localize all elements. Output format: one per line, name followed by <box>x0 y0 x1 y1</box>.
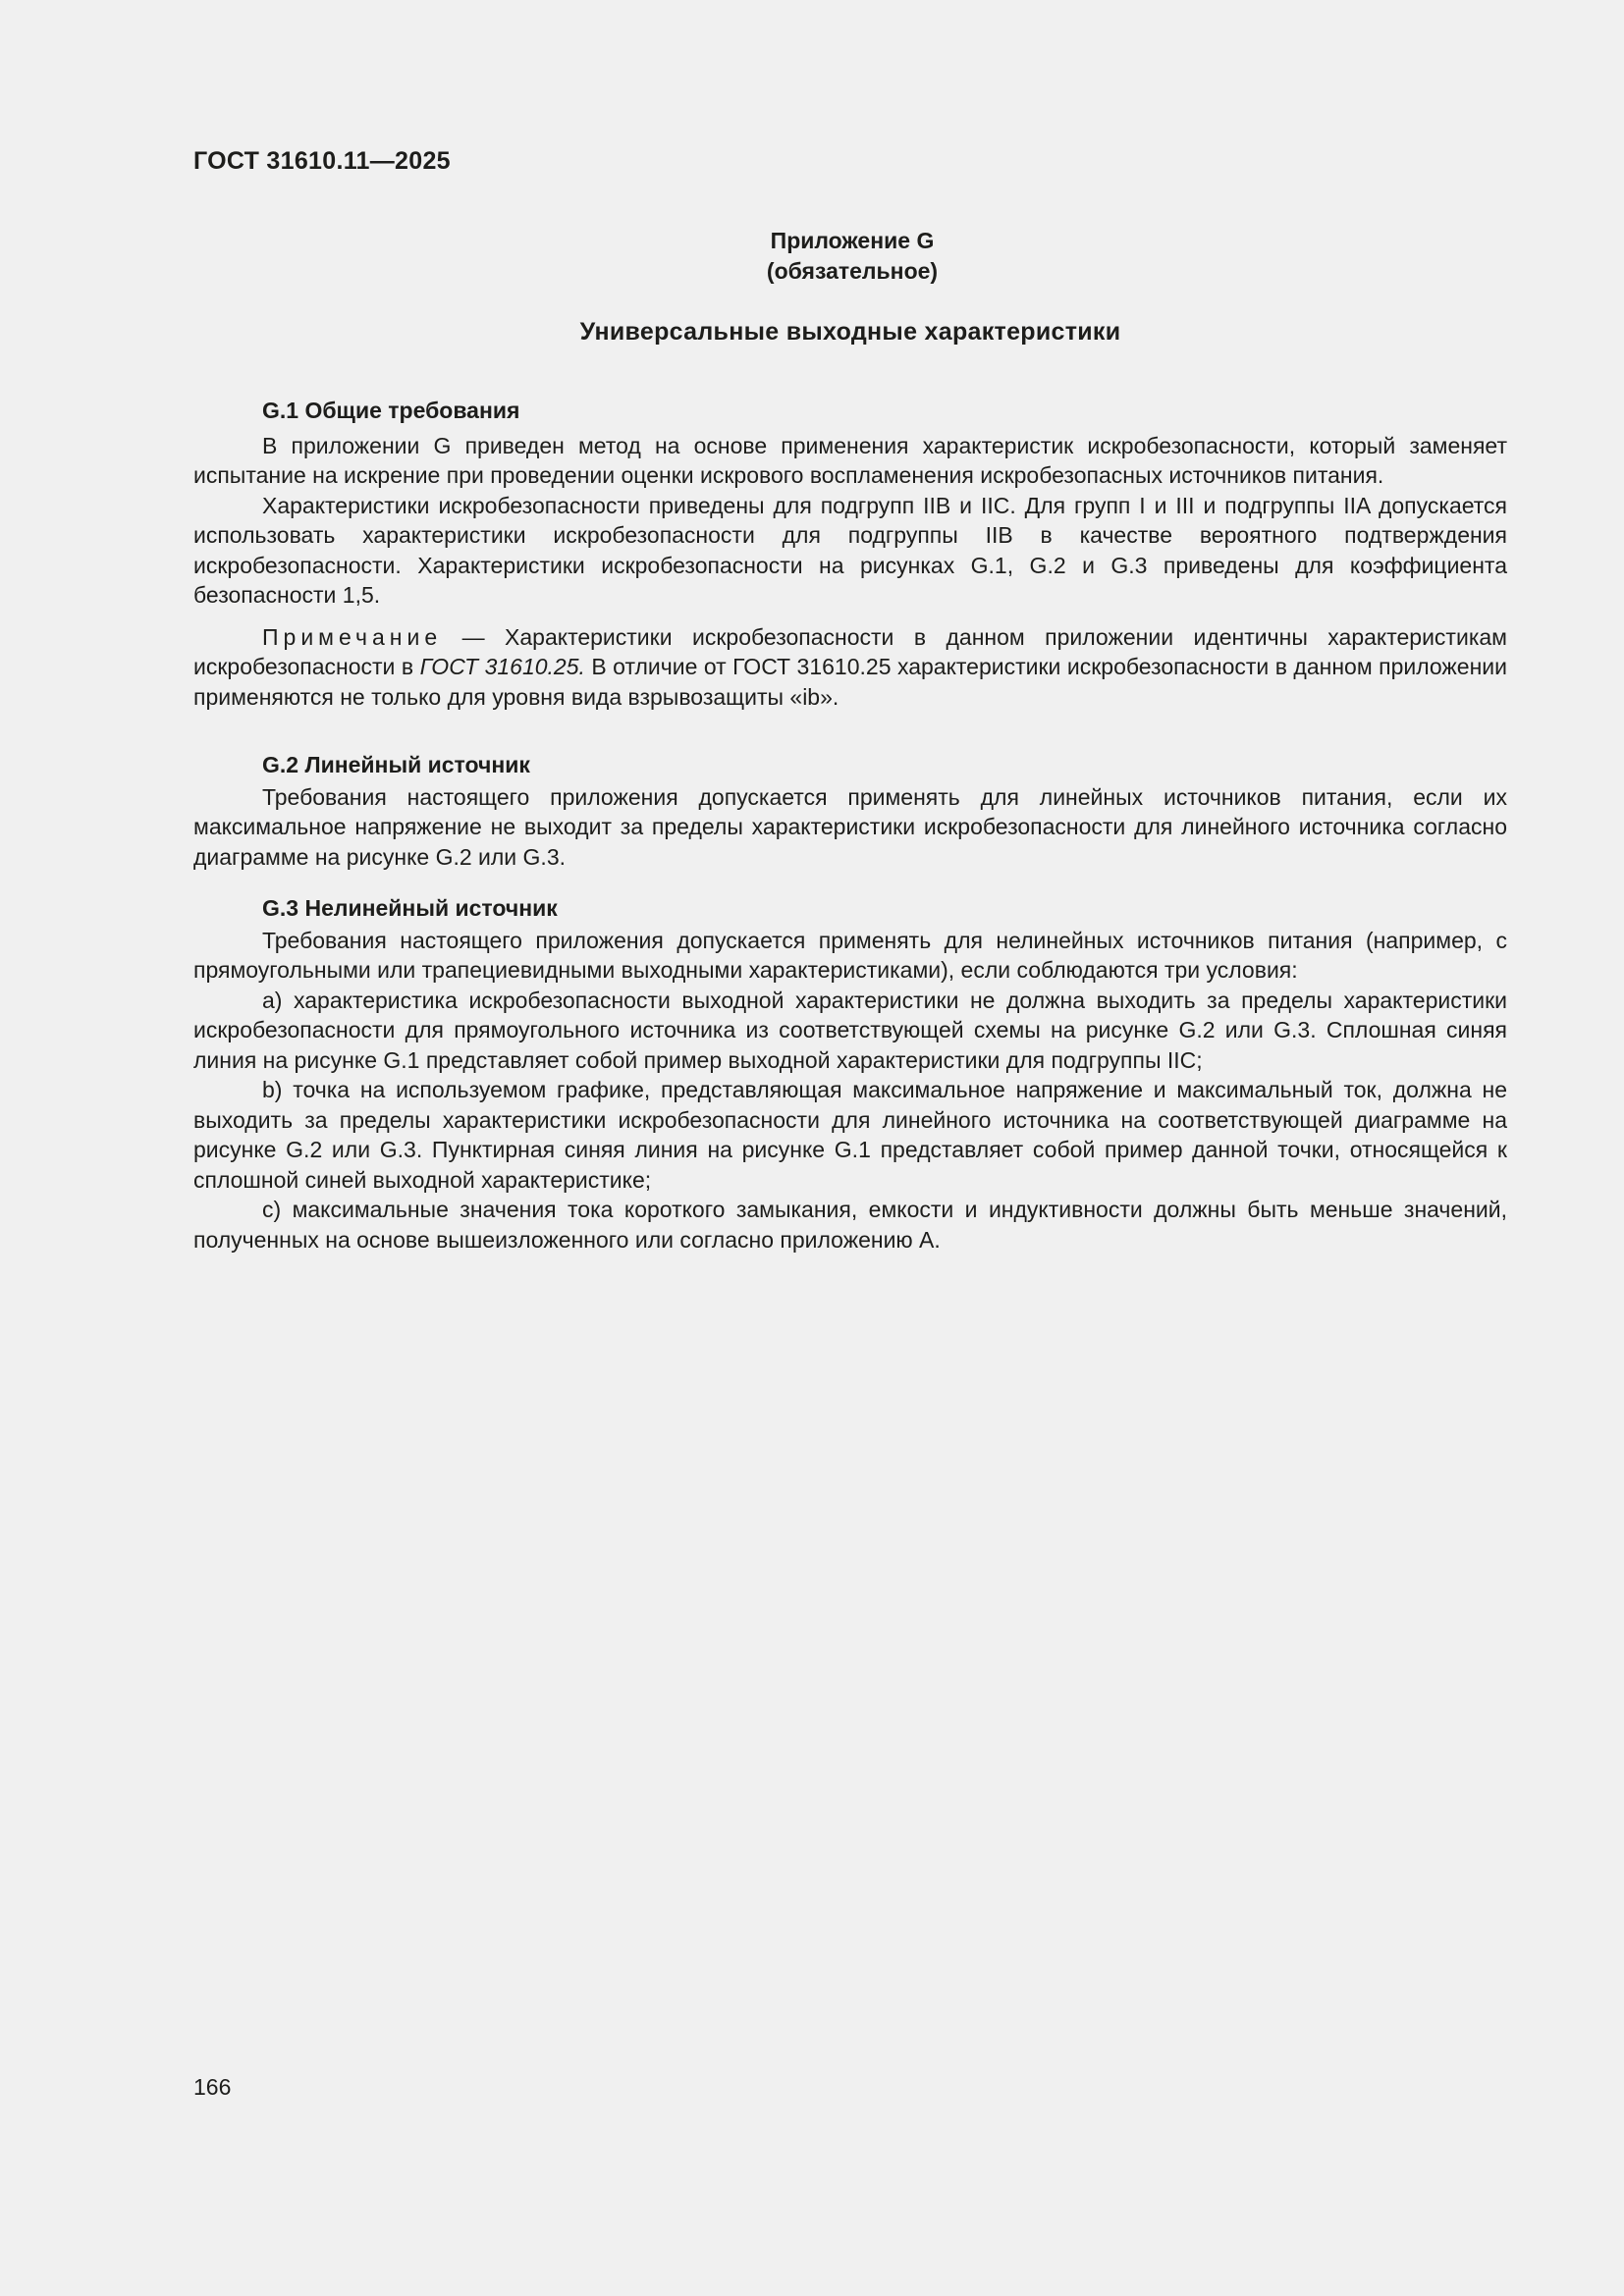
section-g3-title: G.3 Нелинейный источник <box>262 895 558 921</box>
section-g1-paragraph-1: В приложении G приведен метод на основе применения характеристик искробезопасности, который заменяет испытание на искрение при проведении оценки искрового воспламенения искробезопасных источников питания. <box>193 432 1507 488</box>
section-g1-paragraph-2: Характеристики искробезопасности приведены для подгрупп IIB и IIC. Для групп I и III и подгруппы IIA допускается использовать характеристики искробезопасности для подгруппы IIB в качестве вероятного подтверждения искробезопасности. Характеристики искробезопасности на рисунках G.1, G.2 и G.3 приведены для коэффициента безопасности 1,5. <box>193 492 1507 608</box>
standard-code: ГОСТ 31610.11—2025 <box>193 147 451 175</box>
note-text-2: В отличие от ГОСТ 31610.25 характеристики искробезопасности в данном приложении применяются не только для уровня вида взрывозащиты «ib». <box>193 654 1507 710</box>
note-text-1: — Характеристики искробезопасности в данном приложении идентичны характеристикам искробезопасности в <box>193 623 1507 679</box>
section-g2-paragraph-1: Требования настоящего приложения допускается применять для линейных источников питания, если их максимальное напряжение не выходит за пределы характеристики искробезопасности для линейного источника согласно диаграмме на рисунке G.2 или G.3. <box>193 783 1507 870</box>
section-g3-item-b: b) точка на используемом графике, представляющая максимальное напряжение и максимальный ток, должна не выходить за пределы характеристики искробезопасности для линейного источника на соответствующей диаграмме на рисунке G.2 или G.3. Пунктирная синяя линия на рисунке G.1 представляет собой пример данной точки, относящейся к сплошной синей выходной характеристике; <box>193 1077 1507 1193</box>
section-g1-note <box>193 622 1507 713</box>
section-g1 <box>193 396 1507 712</box>
section-g3 <box>193 893 1507 1255</box>
appendix-type: (обязательное) <box>766 258 939 284</box>
section-g3-item-c: с) максимальные значения тока короткого замыкания, емкости и индуктивности должны быть меньше значений, полученных на основе вышеизложенного или согласно приложению А. <box>193 1197 1507 1253</box>
section-g2 <box>193 750 1507 872</box>
section-g3-paragraph-1: Требования настоящего приложения допускается применять для нелинейных источников питания (например, с прямоугольными или трапециевидными выходными характеристиками), если соблюдаются три условия: <box>193 927 1507 983</box>
appendix-title: Приложение G <box>770 228 935 253</box>
page-number: 166 <box>193 2074 232 2100</box>
section-g1-title: G.1 Общие требования <box>262 398 520 423</box>
section-g2-title: G.2 Линейный источник <box>262 752 530 777</box>
appendix-heading: Универсальные выходные характеристики <box>579 318 1121 346</box>
note-reference: ГОСТ 31610.25. <box>419 654 585 679</box>
note-label: Примечание <box>262 623 443 650</box>
section-g3-item-a: а) характеристика искробезопасности выходной характеристики не должна выходить за пределы характеристики искробезопасности для прямоугольного источника из соответствующей схемы на рисунке G.2 или G.3. Сплошная синяя линия на рисунке G.1 представляет собой пример выходной характеристики для подгруппы IIC; <box>193 987 1507 1073</box>
